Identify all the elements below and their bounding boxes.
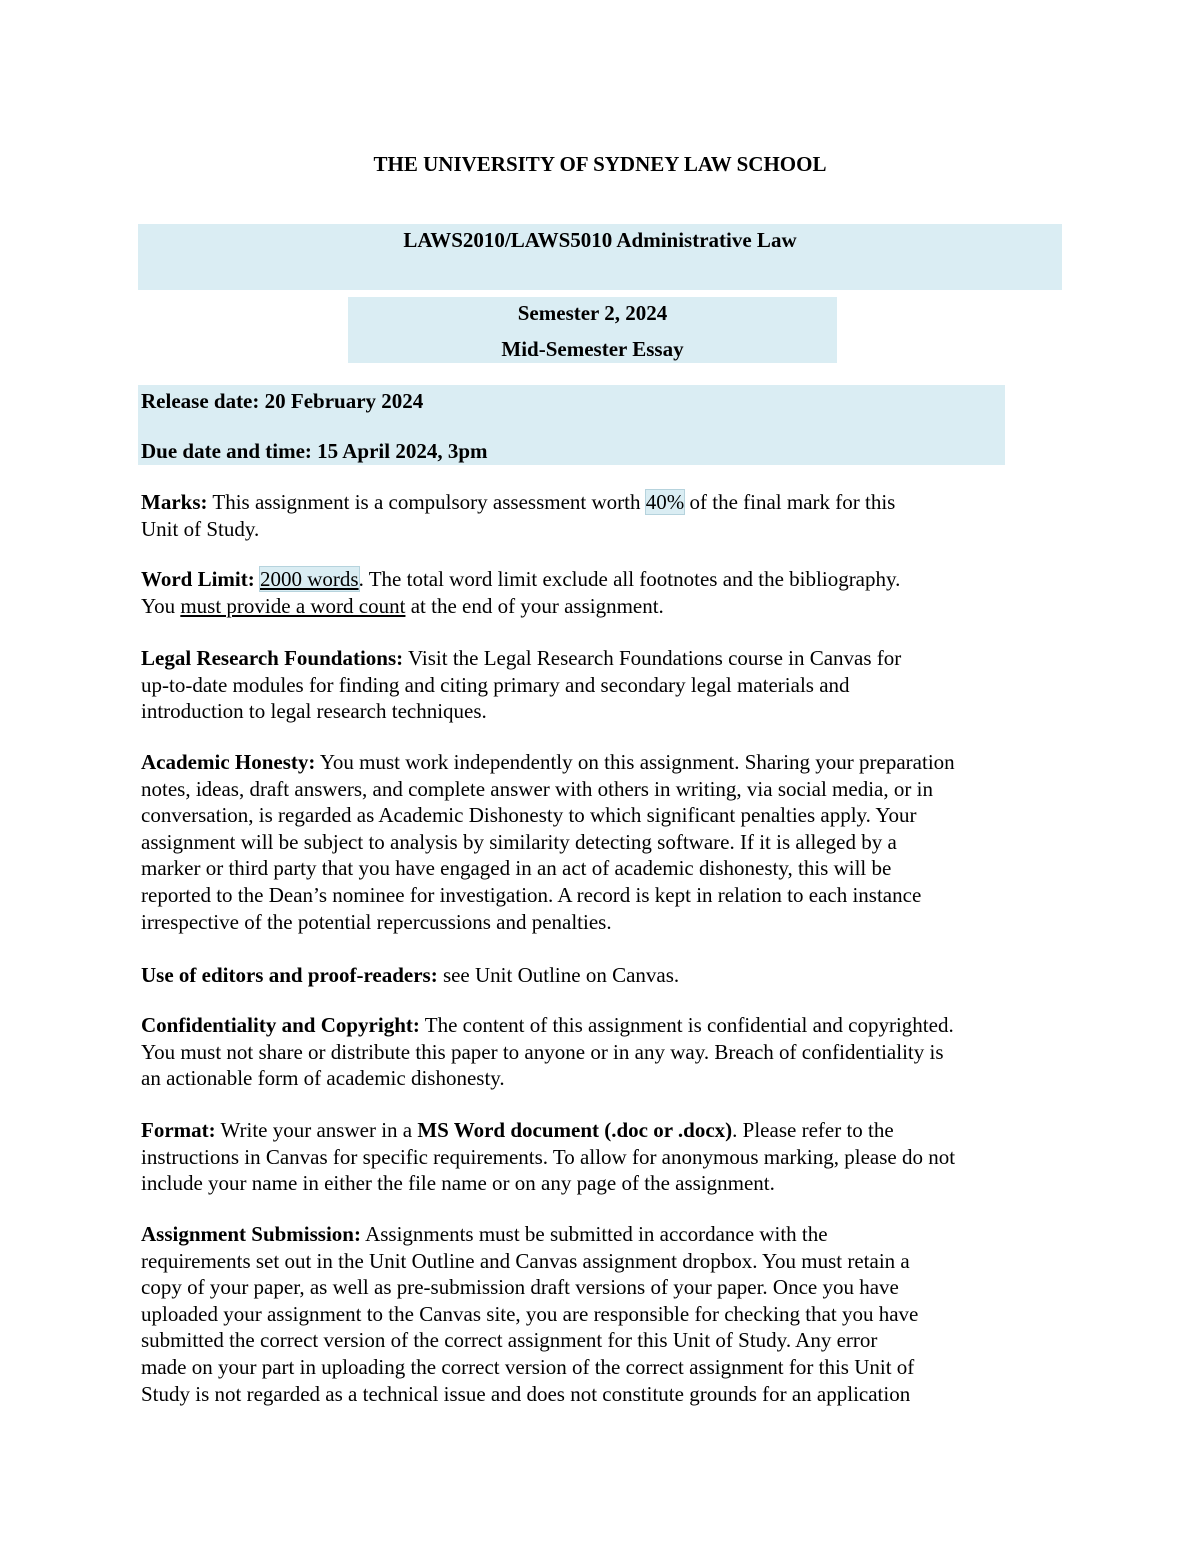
confidentiality-label: Confidentiality and Copyright: <box>141 1013 420 1037</box>
word-limit-text: . The total word limit exclude all footnotes and the bibliography. <box>358 567 901 591</box>
course-title: LAWS2010/LAWS5010 Administrative Law <box>403 228 797 252</box>
legal-research-text: introduction to legal research techniques. <box>141 699 487 724</box>
word-limit-text: at the end of your assignment. <box>405 593 664 618</box>
editors-section <box>141 962 1071 989</box>
legal-research-section <box>141 645 1071 725</box>
word-limit-text: You <box>141 593 181 618</box>
submission-text: requirements set out in the Unit Outline and Canvas assignment dropbox. You must retain a <box>141 1248 910 1273</box>
academic-honesty-text: assignment will be subject to analysis by similarity detecting software. If it is alleged by a <box>141 829 897 854</box>
format-file-type: MS Word document (.doc or .docx) <box>417 1118 733 1142</box>
academic-honesty-text: You must work independently on this assignment. Sharing your preparation <box>315 750 955 774</box>
marks-percentage: 40% <box>645 490 685 514</box>
confidentiality-text: The content of this assignment is confidential and copyrighted. <box>419 1013 954 1037</box>
academic-honesty-section <box>141 749 1071 935</box>
submission-text: uploaded your assignment to the Canvas site, you are responsible for checking that you have <box>141 1301 919 1326</box>
confidentiality-text: You must not share or distribute this paper to anyone or in any way. Breach of confidentiality is <box>141 1039 944 1064</box>
format-text: Write your answer in a <box>215 1118 418 1142</box>
semester-label: Semester 2, 2024 <box>517 301 668 325</box>
submission-label: Assignment Submission: <box>141 1222 361 1246</box>
marks-text: Unit of Study. <box>141 516 260 541</box>
format-section <box>141 1117 1071 1197</box>
marks-section <box>141 489 1071 542</box>
word-limit-label: Word Limit: <box>141 567 255 591</box>
academic-honesty-text: irrespective of the potential repercussions and penalties. <box>141 909 612 934</box>
format-text: . Please refer to the <box>732 1118 894 1142</box>
word-count-requirement: must provide a word count <box>180 593 406 618</box>
academic-honesty-text: marker or third party that you have engaged in an act of academic dishonesty, this will be <box>141 856 892 881</box>
format-text: include your name in either the file name or on any page of the assignment. <box>141 1171 775 1196</box>
marks-text: This assignment is a compulsory assessment worth <box>207 490 646 514</box>
editors-label: Use of editors and proof-readers: <box>141 963 438 987</box>
editors-text: see Unit Outline on Canvas. <box>437 963 680 987</box>
submission-text: Study is not regarded as a technical issue and does not constitute grounds for an application <box>141 1381 911 1406</box>
submission-text: copy of your paper, as well as pre-submission draft versions of your paper. Once you have <box>141 1275 899 1300</box>
submission-text: submitted the correct version of the correct assignment for this Unit of Study. Any error <box>141 1328 878 1353</box>
format-text: instructions in Canvas for specific requirements. To allow for anonymous marking, please do not <box>141 1144 956 1169</box>
word-limit-value: 2000 words <box>260 567 359 591</box>
academic-honesty-text: conversation, is regarded as Academic Dishonesty to which significant penalties apply. Your <box>141 803 917 828</box>
confidentiality-text: an actionable form of academic dishonesty. <box>141 1066 505 1091</box>
legal-research-text: Visit the Legal Research Foundations course in Canvas for <box>403 646 902 670</box>
word-limit-section <box>141 566 1071 619</box>
academic-honesty-text: notes, ideas, draft answers, and complete answer with others in writing, via social media, or in <box>141 776 933 801</box>
academic-honesty-label: Academic Honesty: <box>141 750 316 774</box>
submission-text: made on your part in uploading the correct version of the correct assignment for this Unit of <box>141 1354 915 1379</box>
due-date: Due date and time: 15 April 2024, 3pm <box>141 439 488 463</box>
release-date: Release date: 20 February 2024 <box>141 389 424 413</box>
marks-text: of the final mark for this <box>684 490 896 514</box>
submission-section <box>141 1221 1071 1407</box>
school-title: THE UNIVERSITY OF SYDNEY LAW SCHOOL <box>373 152 827 176</box>
marks-label: Marks: <box>141 490 208 514</box>
academic-honesty-text: reported to the Dean’s nominee for investigation. A record is kept in relation to each instance <box>141 882 922 907</box>
legal-research-text: up-to-date modules for finding and citing primary and secondary legal materials and <box>141 672 850 697</box>
legal-research-label: Legal Research Foundations: <box>141 646 404 670</box>
assessment-title: Mid-Semester Essay <box>501 337 684 361</box>
confidentiality-section <box>141 1012 1071 1092</box>
submission-text: Assignments must be submitted in accordance with the <box>360 1222 828 1246</box>
format-label: Format: <box>141 1118 216 1142</box>
